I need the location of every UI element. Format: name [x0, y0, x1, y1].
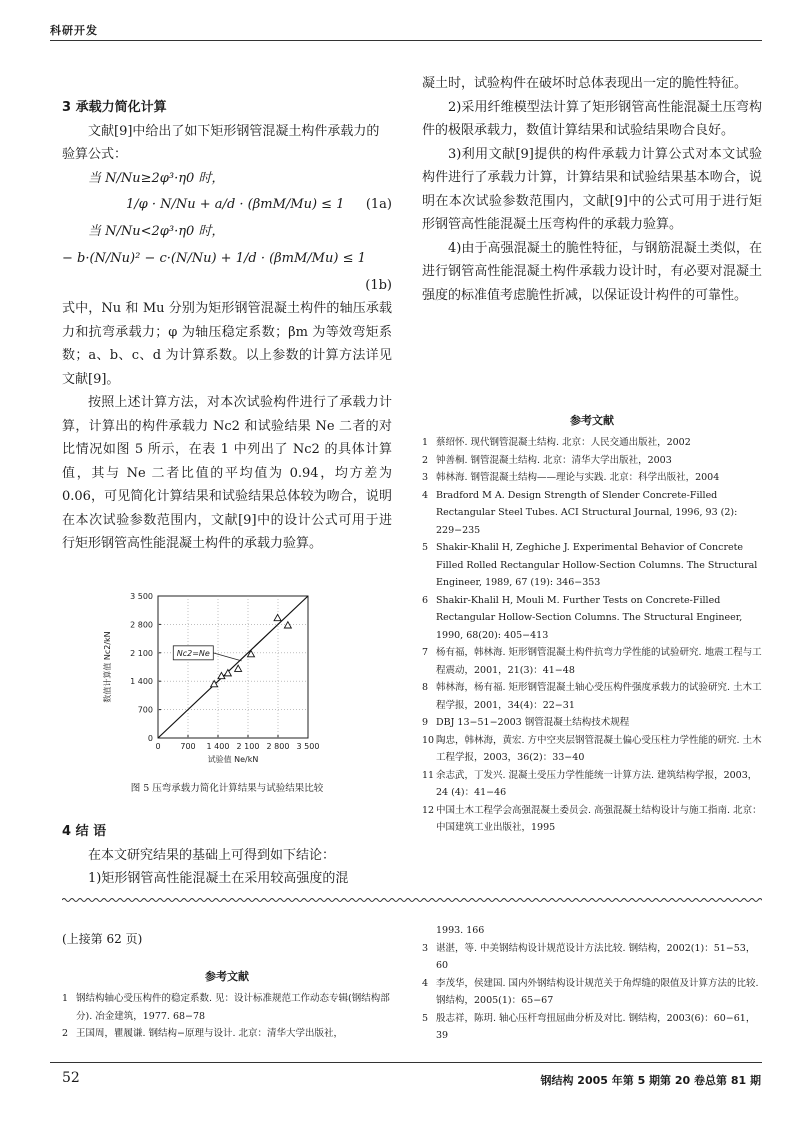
reference-item — [422, 802, 762, 837]
reference-line — [158, 596, 308, 738]
reference-number: 7 — [422, 647, 429, 658]
reference-item — [422, 469, 762, 487]
reference-item — [422, 644, 762, 679]
paragraph: 1)矩形钢管高性能混凝土在采用较高强度的混 — [88, 871, 349, 886]
y-tick-label: 0 — [147, 734, 153, 743]
equation-1b: − b·(N/Nu)² − c·(N/Nu) + 1/d · (βmM/Mu) ≤ 1 — [62, 250, 366, 266]
data-point — [224, 670, 231, 676]
x-tick-label: 1 400 — [206, 742, 230, 751]
reference-item — [422, 592, 762, 645]
reference-number: 11 — [422, 769, 435, 781]
reference-item — [422, 679, 762, 714]
reference-text: 谌湛，等. 中美钢结构设计规范设计方法比较. 钢结构，2002(1)：51−53，60 — [436, 942, 756, 971]
reference-text: Shakir-Khalil H, Mouli M. Further Tests on Concrete-Filled Rectangular Hollow-Section Columns. The Structural Engineer, 1990, 68(20): 405−413 — [436, 594, 743, 641]
condition-1: 当 N/Nu≥2φ³·η0 时， — [88, 170, 225, 186]
paragraph: 4)由于高强混凝土的脆性特征，与钢筋混凝土类似，在进行钢管高性能混凝土构件承载力设计时，有必要对混凝土强度的标准值考虑脆性折减，以保证设计构件的可靠性。 — [422, 240, 762, 303]
section-3-title: 3 承载力简化计算 — [62, 100, 167, 115]
reference-text: 余志武，丁发兴. 混凝土受压力学性能统一计算方法. 建筑结构学报，2003，24 (4)：41−46 — [436, 769, 758, 798]
paragraph: 3)利用文献[9]提供的构件承载力计算公式对本文试验构件进行了承载力计算，计算结果和试验结果基本吻合，说明在本次试验参数范围内，文献[9]中的公式可用于进行矩形钢管高性能混凝土压弯构件的承载力验算。 — [422, 146, 762, 232]
reference-text: 钢结构轴心受压构件的稳定系数. 见：设计标准规范工作动态专辑(钢结构部分). 冶金建筑，1977. 68−78 — [76, 993, 390, 1022]
figure-5-caption: 图 5 压弯承载力简化计算结果与试验结果比较 — [130, 783, 324, 794]
condition-2: 当 N/Nu<2φ³·η0 时， — [88, 224, 225, 239]
reference-item — [422, 732, 762, 767]
x-tick-label: 700 — [180, 742, 196, 751]
continuation-label: (上接第 62 页) — [62, 932, 143, 946]
reference-tail: 1993. 166 — [436, 925, 485, 936]
reference-number: 3 — [422, 472, 429, 483]
data-point — [284, 622, 291, 628]
x-tick-label: 0 — [155, 742, 161, 751]
equation-1a: 1/φ · N/Nu + a/d · (βmM/Mu) ≤ 1 (1a) — [126, 197, 392, 212]
reference-item — [422, 452, 762, 470]
references-title: 参考文献 — [205, 970, 249, 983]
reference-text: 韩林海，杨有福. 矩形钢管混凝土轴心受压构件强度承载力的试验研究. 土木工程学报，2001，34(4)：22−31 — [436, 682, 762, 711]
reference-text: 韩林海. 钢管混凝土结构——理论与实践. 北京：科学出版社，2004 — [436, 472, 720, 483]
equation-1b-number: (1b) — [365, 277, 392, 293]
left-column — [62, 96, 392, 556]
reference-text: 殷志祥，陈玥. 轴心压杆弯扭屈曲分析及对比. 钢结构，2003(6)：60−61，39 — [436, 1012, 756, 1041]
reference-item — [422, 487, 762, 540]
reference-text: 中国土木工程学会高强混凝土委员会. 高强混凝土结构设计与施工指南. 北京：中国建筑工业出版社，1995 — [436, 804, 762, 833]
reference-number: 5 — [422, 542, 429, 553]
reference-number: 3 — [422, 942, 429, 954]
page-number: 52 — [62, 1070, 80, 1086]
x-tick-label: 2 800 — [266, 742, 290, 751]
reference-item — [422, 940, 762, 975]
reference-item — [422, 714, 762, 732]
reference-text: 陶忠，韩林海，黄宏. 方中空夹层钢管混凝土偏心受压柱力学性能的研究. 土木工程学报，2003，36(2)：33−40 — [436, 734, 762, 763]
reference-number: 10 — [422, 734, 435, 746]
reference-number: 4 — [422, 977, 429, 989]
reference-number: 9 — [422, 717, 429, 728]
header-rule — [50, 40, 762, 41]
reference-item — [422, 539, 762, 592]
reference-number: 6 — [422, 594, 429, 606]
paragraph: 按照上述计算方法，对本次试验构件进行了承载力计算，计算出的构件承载力 Nc2 和试验结果 Ne 二者的对比情况如图 5 所示，在表 1 中列出了 Nc2 的具体计算值，其与 Ne 二者比值的平均值为 0.94，均方差为 0.06，可见简化计算结果和试验结果总体较为吻合，说明在本次试验参数范围内，文献[9]中的设计公式可用于进行矩形钢管高性能混凝土构件的承载力验算。 — [62, 395, 392, 551]
paragraph: 凝土时，试验构件在破坏时总体表现出一定的脆性特征。 — [422, 76, 748, 91]
x-tick-label: 3 500 — [296, 742, 320, 751]
y-tick-label: 2 100 — [130, 648, 153, 658]
y-tick-label: 1 400 — [130, 677, 153, 687]
continuation-references — [62, 960, 392, 1043]
paragraph: 文献[9]中给出了如下矩形钢管混凝土构件承载力的验算公式： — [62, 123, 380, 162]
data-point — [274, 614, 281, 620]
reference-item — [62, 1025, 392, 1043]
reference-text: 钟善桐. 钢管混凝土结构. 北京：清华大学出版社，2003 — [436, 454, 672, 466]
reference-text: 杨有福，韩林海. 矩形钢管混凝土构件抗弯力学性能的试验研究. 地震工程与工程震动，2001，21(3)：41−48 — [436, 647, 762, 676]
right-column — [422, 72, 762, 307]
figure-5-chart — [96, 588, 356, 768]
y-tick-label: 700 — [137, 705, 153, 715]
paragraph: 2)采用纤维模型法计算了矩形钢管高性能混凝土压弯构件的极限承载力，数值计算结果和试验结果吻合良好。 — [422, 99, 762, 138]
references — [422, 404, 762, 837]
reference-text: Bradford M A. Design Strength of Slender Concrete-Filled Rectangular Steel Tubes. ACI Structural Journal, 1996, 93 (2): 229−235 — [436, 489, 738, 536]
reference-number: 2 — [422, 454, 429, 466]
continuation-references-right — [422, 922, 762, 1045]
x-axis-label: 试验值 Ne/kN — [207, 755, 259, 764]
y-axis-label: 数值计算值 Nc2/kN — [103, 631, 112, 703]
reference-text: Shakir-Khalil H, Zeghiche J. Experimental Behavior of Concrete Filled Rolled Rectangular Hollow-Section Columns. The Structural Engineer, 1989, 67 (19): 346−353 — [436, 542, 758, 588]
paragraph: 式中，Nu 和 Mu 分别为矩形钢管混凝土构件的轴压承载力和抗弯承载力；φ 为轴压稳定系数；βm 为等效弯矩系数；a、b、c、d 为计算系数。以上参数的计算方法详见文献[9]。 — [62, 301, 392, 387]
footer-rule — [50, 1062, 762, 1063]
reference-text: 王国周，瞿履谦. 钢结构−原理与设计. 北京：清华大学出版社， — [76, 1028, 344, 1039]
reference-text: DBJ 13−51−2003 钢管混凝土结构技术规程 — [436, 717, 630, 728]
reference-item — [62, 990, 392, 1025]
reference-number: 4 — [422, 489, 429, 501]
section-4-title: 4 结 语 — [62, 824, 107, 839]
reference-item — [422, 434, 762, 452]
reference-number: 12 — [422, 804, 435, 816]
reference-item — [422, 767, 762, 802]
reference-number: 8 — [422, 682, 429, 693]
y-tick-label: 2 800 — [130, 620, 153, 630]
annotation-arrow — [213, 653, 241, 661]
reference-item — [422, 975, 762, 1010]
reference-text: 李茂华，侯建国. 国内外钢结构设计规范关于角焊缝的限值及计算方法的比较. 钢结构，2005(1)：65−67 — [436, 977, 759, 1006]
paragraph: 在本文研究结果的基础上可得到如下结论： — [88, 847, 336, 863]
annotation-label: Nc2=Ne — [176, 648, 210, 658]
running-header: 科研开发 — [50, 24, 98, 37]
wavy-separator — [62, 896, 762, 904]
data-point — [211, 681, 218, 687]
data-point — [235, 665, 242, 671]
y-tick-label: 3 500 — [130, 592, 153, 601]
references-title: 参考文献 — [570, 414, 614, 427]
x-tick-label: 2 100 — [236, 742, 260, 751]
reference-number: 1 — [422, 437, 429, 448]
reference-number: 1 — [62, 993, 69, 1004]
reference-number: 5 — [422, 1012, 429, 1024]
reference-number: 2 — [62, 1028, 69, 1039]
reference-item — [422, 1010, 762, 1045]
reference-text: 蔡绍怀. 现代钢管混凝土结构. 北京：人民交通出版社，2002 — [436, 437, 691, 448]
journal-footer: 钢结构 2005 年第 5 期第 20 卷总第 81 期 — [540, 1074, 761, 1087]
left-column-bottom — [62, 820, 392, 891]
